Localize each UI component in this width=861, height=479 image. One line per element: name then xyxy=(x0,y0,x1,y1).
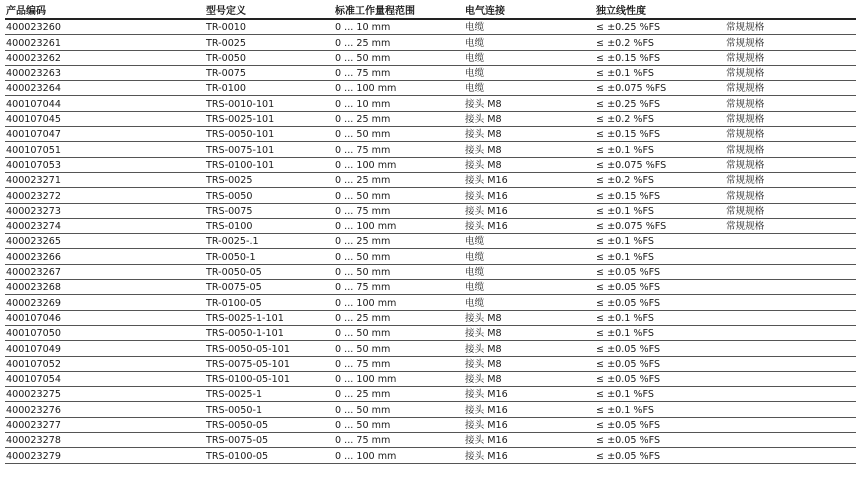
range-cell: 0 ... 50 mm xyxy=(334,249,464,264)
note-cell xyxy=(725,280,856,295)
model-cell: TR-0025 xyxy=(205,35,334,50)
model-cell: TRS-0025-101 xyxy=(205,111,334,126)
connection-cell: 接头 M8 xyxy=(464,310,595,325)
product-code-cell: 400023266 xyxy=(5,249,205,264)
linearity-cell: ≤ ±0.05 %FS xyxy=(595,295,725,310)
product-code-cell: 400023264 xyxy=(5,81,205,96)
range-cell: 0 ... 75 mm xyxy=(334,280,464,295)
range-cell: 0 ... 25 mm xyxy=(334,172,464,187)
connection-cell: 接头 M16 xyxy=(464,402,595,417)
table-row xyxy=(5,387,856,402)
note-cell xyxy=(725,387,856,402)
linearity-cell: ≤ ±0.05 %FS xyxy=(595,341,725,356)
table-row xyxy=(5,157,856,172)
header-model: 型号定义 xyxy=(205,5,334,19)
linearity-cell: ≤ ±0.05 %FS xyxy=(595,433,725,448)
range-cell: 0 ... 75 mm xyxy=(334,356,464,371)
note-cell: 常规规格 xyxy=(725,172,856,187)
product-code-cell: 400023278 xyxy=(5,433,205,448)
range-cell: 0 ... 25 mm xyxy=(334,310,464,325)
range-cell: 0 ... 25 mm xyxy=(334,387,464,402)
note-cell: 常规规格 xyxy=(725,19,856,35)
connection-cell: 接头 M16 xyxy=(464,417,595,432)
connection-cell: 接头 M16 xyxy=(464,448,595,463)
header-product-code: 产品编码 xyxy=(5,5,205,19)
table-row xyxy=(5,341,856,356)
table-row xyxy=(5,111,856,126)
table-row xyxy=(5,142,856,157)
linearity-cell: ≤ ±0.1 %FS xyxy=(595,310,725,325)
model-cell: TRS-0050 xyxy=(205,188,334,203)
linearity-cell: ≤ ±0.15 %FS xyxy=(595,188,725,203)
connection-cell: 接头 M8 xyxy=(464,96,595,111)
range-cell: 0 ... 10 mm xyxy=(334,96,464,111)
table-row xyxy=(5,371,856,386)
model-cell: TRS-0075-101 xyxy=(205,142,334,157)
product-code-cell: 400023273 xyxy=(5,203,205,218)
connection-cell: 电缆 xyxy=(464,81,595,96)
product-code-cell: 400023269 xyxy=(5,295,205,310)
product-code-cell: 400023272 xyxy=(5,188,205,203)
connection-cell: 电缆 xyxy=(464,234,595,249)
linearity-cell: ≤ ±0.1 %FS xyxy=(595,142,725,157)
note-cell: 常规规格 xyxy=(725,111,856,126)
product-code-cell: 400023261 xyxy=(5,35,205,50)
model-cell: TRS-0050-05 xyxy=(205,417,334,432)
range-cell: 0 ... 75 mm xyxy=(334,65,464,80)
model-cell: TRS-0025-1-101 xyxy=(205,310,334,325)
product-code-cell: 400023263 xyxy=(5,65,205,80)
connection-cell: 接头 M8 xyxy=(464,157,595,172)
table-row xyxy=(5,280,856,295)
linearity-cell: ≤ ±0.1 %FS xyxy=(595,249,725,264)
note-cell: 常规规格 xyxy=(725,81,856,96)
table-row xyxy=(5,433,856,448)
linearity-cell: ≤ ±0.2 %FS xyxy=(595,35,725,50)
range-cell: 0 ... 25 mm xyxy=(334,234,464,249)
note-cell: 常规规格 xyxy=(725,65,856,80)
range-cell: 0 ... 100 mm xyxy=(334,371,464,386)
header-measuring-range: 标准工作量程范围 xyxy=(334,5,464,19)
product-code-cell: 400023267 xyxy=(5,264,205,279)
range-cell: 0 ... 75 mm xyxy=(334,433,464,448)
note-cell xyxy=(725,295,856,310)
connection-cell: 电缆 xyxy=(464,295,595,310)
table-row xyxy=(5,65,856,80)
table-row xyxy=(5,218,856,233)
product-code-cell: 400107050 xyxy=(5,325,205,340)
note-cell: 常规规格 xyxy=(725,127,856,142)
model-cell: TRS-0100-101 xyxy=(205,157,334,172)
linearity-cell: ≤ ±0.075 %FS xyxy=(595,81,725,96)
linearity-cell: ≤ ±0.1 %FS xyxy=(595,65,725,80)
connection-cell: 接头 M8 xyxy=(464,127,595,142)
table-row xyxy=(5,417,856,432)
header-electrical-connection: 电气连接 xyxy=(464,5,595,19)
model-cell: TRS-0100 xyxy=(205,218,334,233)
table-row xyxy=(5,234,856,249)
linearity-cell: ≤ ±0.05 %FS xyxy=(595,264,725,279)
table-row xyxy=(5,96,856,111)
product-code-cell: 400023274 xyxy=(5,218,205,233)
connection-cell: 接头 M8 xyxy=(464,356,595,371)
note-cell: 常规规格 xyxy=(725,157,856,172)
linearity-cell: ≤ ±0.05 %FS xyxy=(595,417,725,432)
linearity-cell: ≤ ±0.1 %FS xyxy=(595,234,725,249)
connection-cell: 接头 M16 xyxy=(464,203,595,218)
note-cell xyxy=(725,341,856,356)
table-row xyxy=(5,448,856,463)
product-code-cell: 400107044 xyxy=(5,96,205,111)
connection-cell: 接头 M8 xyxy=(464,371,595,386)
range-cell: 0 ... 25 mm xyxy=(334,111,464,126)
model-cell: TR-0075 xyxy=(205,65,334,80)
connection-cell: 接头 M16 xyxy=(464,172,595,187)
connection-cell: 电缆 xyxy=(464,249,595,264)
linearity-cell: ≤ ±0.075 %FS xyxy=(595,218,725,233)
product-code-cell: 400107053 xyxy=(5,157,205,172)
model-cell: TR-0050-1 xyxy=(205,249,334,264)
linearity-cell: ≤ ±0.2 %FS xyxy=(595,172,725,187)
range-cell: 0 ... 25 mm xyxy=(334,35,464,50)
linearity-cell: ≤ ±0.05 %FS xyxy=(595,356,725,371)
model-cell: TRS-0050-05-101 xyxy=(205,341,334,356)
linearity-cell: ≤ ±0.25 %FS xyxy=(595,96,725,111)
product-code-cell: 400023275 xyxy=(5,387,205,402)
note-cell xyxy=(725,448,856,463)
table-body xyxy=(5,19,856,463)
product-code-cell: 400023277 xyxy=(5,417,205,432)
note-cell: 常规规格 xyxy=(725,142,856,157)
header-row xyxy=(5,5,856,19)
table-row xyxy=(5,402,856,417)
range-cell: 0 ... 100 mm xyxy=(334,295,464,310)
model-cell: TR-0050-05 xyxy=(205,264,334,279)
linearity-cell: ≤ ±0.1 %FS xyxy=(595,203,725,218)
note-cell xyxy=(725,371,856,386)
linearity-cell: ≤ ±0.15 %FS xyxy=(595,127,725,142)
header-linearity: 独立线性度 xyxy=(595,5,725,19)
header-note xyxy=(725,5,856,19)
product-code-cell: 400023268 xyxy=(5,280,205,295)
connection-cell: 电缆 xyxy=(464,280,595,295)
note-cell xyxy=(725,433,856,448)
model-cell: TRS-0050-101 xyxy=(205,127,334,142)
range-cell: 0 ... 50 mm xyxy=(334,264,464,279)
table-row xyxy=(5,249,856,264)
table-header xyxy=(5,5,856,19)
model-cell: TR-0010 xyxy=(205,19,334,35)
product-spec-table xyxy=(5,5,856,464)
table-row xyxy=(5,203,856,218)
connection-cell: 接头 M16 xyxy=(464,387,595,402)
connection-cell: 电缆 xyxy=(464,19,595,35)
connection-cell: 电缆 xyxy=(464,50,595,65)
table-row xyxy=(5,264,856,279)
table-row xyxy=(5,295,856,310)
product-code-cell: 400107054 xyxy=(5,371,205,386)
model-cell: TRS-0075-05 xyxy=(205,433,334,448)
product-code-cell: 400023276 xyxy=(5,402,205,417)
table-row xyxy=(5,50,856,65)
model-cell: TR-0100 xyxy=(205,81,334,96)
table-row xyxy=(5,172,856,187)
linearity-cell: ≤ ±0.1 %FS xyxy=(595,325,725,340)
connection-cell: 电缆 xyxy=(464,65,595,80)
note-cell: 常规规格 xyxy=(725,50,856,65)
connection-cell: 电缆 xyxy=(464,264,595,279)
note-cell xyxy=(725,310,856,325)
note-cell xyxy=(725,402,856,417)
range-cell: 0 ... 100 mm xyxy=(334,81,464,96)
connection-cell: 电缆 xyxy=(464,35,595,50)
note-cell: 常规规格 xyxy=(725,218,856,233)
model-cell: TR-0100-05 xyxy=(205,295,334,310)
connection-cell: 接头 M8 xyxy=(464,341,595,356)
range-cell: 0 ... 50 mm xyxy=(334,188,464,203)
table-row xyxy=(5,325,856,340)
table-row xyxy=(5,81,856,96)
connection-cell: 接头 M16 xyxy=(464,188,595,203)
table-row xyxy=(5,19,856,35)
model-cell: TR-0050 xyxy=(205,50,334,65)
model-cell: TRS-0010-101 xyxy=(205,96,334,111)
connection-cell: 接头 M16 xyxy=(464,433,595,448)
linearity-cell: ≤ ±0.1 %FS xyxy=(595,402,725,417)
note-cell xyxy=(725,325,856,340)
table-row xyxy=(5,127,856,142)
model-cell: TRS-0100-05-101 xyxy=(205,371,334,386)
model-cell: TRS-0050-1 xyxy=(205,402,334,417)
range-cell: 0 ... 50 mm xyxy=(334,402,464,417)
linearity-cell: ≤ ±0.05 %FS xyxy=(595,280,725,295)
linearity-cell: ≤ ±0.05 %FS xyxy=(595,448,725,463)
range-cell: 0 ... 100 mm xyxy=(334,157,464,172)
linearity-cell: ≤ ±0.075 %FS xyxy=(595,157,725,172)
note-cell xyxy=(725,417,856,432)
note-cell xyxy=(725,264,856,279)
linearity-cell: ≤ ±0.1 %FS xyxy=(595,387,725,402)
product-code-cell: 400023262 xyxy=(5,50,205,65)
range-cell: 0 ... 50 mm xyxy=(334,127,464,142)
linearity-cell: ≤ ±0.2 %FS xyxy=(595,111,725,126)
model-cell: TRS-0100-05 xyxy=(205,448,334,463)
table-row xyxy=(5,310,856,325)
connection-cell: 接头 M8 xyxy=(464,111,595,126)
model-cell: TRS-0025-1 xyxy=(205,387,334,402)
note-cell xyxy=(725,234,856,249)
range-cell: 0 ... 50 mm xyxy=(334,417,464,432)
product-code-cell: 400107047 xyxy=(5,127,205,142)
note-cell: 常规规格 xyxy=(725,188,856,203)
model-cell: TRS-0075 xyxy=(205,203,334,218)
range-cell: 0 ... 75 mm xyxy=(334,203,464,218)
range-cell: 0 ... 100 mm xyxy=(334,218,464,233)
linearity-cell: ≤ ±0.05 %FS xyxy=(595,371,725,386)
product-code-cell: 400023265 xyxy=(5,234,205,249)
table-row xyxy=(5,356,856,371)
table-row xyxy=(5,35,856,50)
model-cell: TRS-0075-05-101 xyxy=(205,356,334,371)
range-cell: 0 ... 75 mm xyxy=(334,142,464,157)
product-code-cell: 400023271 xyxy=(5,172,205,187)
note-cell: 常规规格 xyxy=(725,35,856,50)
linearity-cell: ≤ ±0.25 %FS xyxy=(595,19,725,35)
model-cell: TRS-0025 xyxy=(205,172,334,187)
product-code-cell: 400023279 xyxy=(5,448,205,463)
range-cell: 0 ... 50 mm xyxy=(334,325,464,340)
range-cell: 0 ... 10 mm xyxy=(334,19,464,35)
connection-cell: 接头 M8 xyxy=(464,142,595,157)
product-code-cell: 400023260 xyxy=(5,19,205,35)
product-code-cell: 400107051 xyxy=(5,142,205,157)
range-cell: 0 ... 50 mm xyxy=(334,50,464,65)
range-cell: 0 ... 50 mm xyxy=(334,341,464,356)
connection-cell: 接头 M8 xyxy=(464,325,595,340)
table-row xyxy=(5,188,856,203)
range-cell: 0 ... 100 mm xyxy=(334,448,464,463)
product-code-cell: 400107052 xyxy=(5,356,205,371)
product-code-cell: 400107049 xyxy=(5,341,205,356)
model-cell: TR-0075-05 xyxy=(205,280,334,295)
note-cell: 常规规格 xyxy=(725,203,856,218)
model-cell: TR-0025-.1 xyxy=(205,234,334,249)
model-cell: TRS-0050-1-101 xyxy=(205,325,334,340)
product-code-cell: 400107046 xyxy=(5,310,205,325)
note-cell: 常规规格 xyxy=(725,96,856,111)
product-code-cell: 400107045 xyxy=(5,111,205,126)
linearity-cell: ≤ ±0.15 %FS xyxy=(595,50,725,65)
note-cell xyxy=(725,356,856,371)
connection-cell: 接头 M16 xyxy=(464,218,595,233)
note-cell xyxy=(725,249,856,264)
